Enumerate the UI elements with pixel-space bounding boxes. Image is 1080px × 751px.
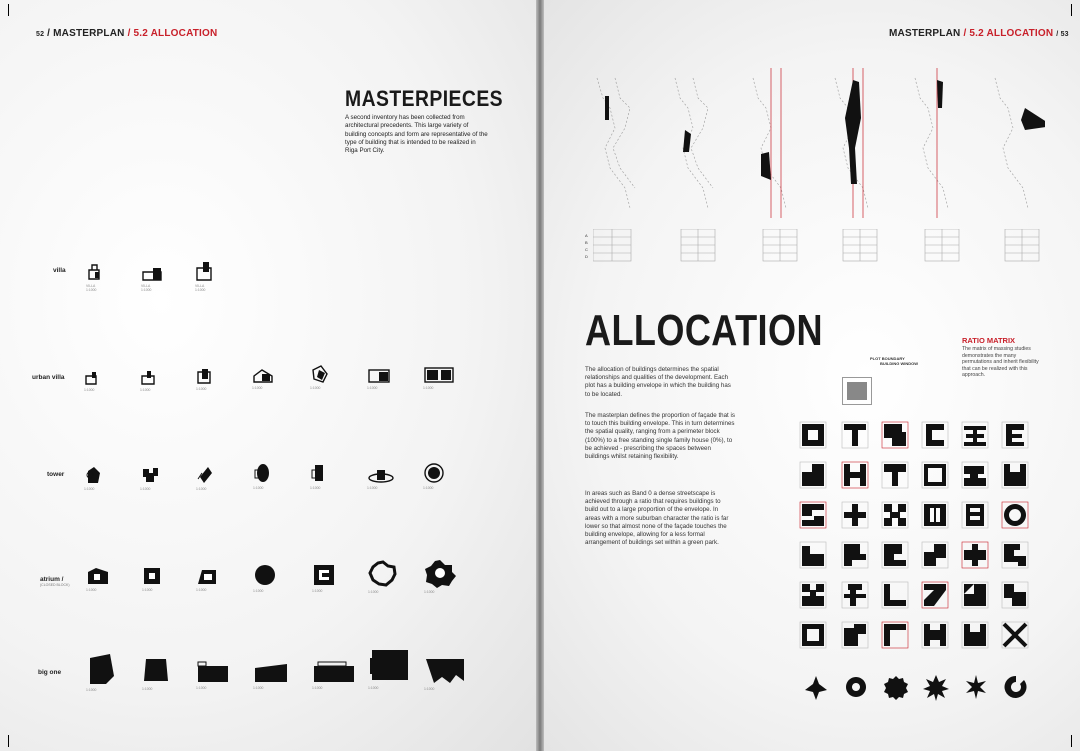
building-icon: 1:1000: [86, 652, 132, 692]
massing-study-glyph: [960, 580, 990, 610]
building-mass: [964, 466, 986, 486]
table-row-label: D: [585, 254, 588, 259]
massing-study: [960, 460, 990, 490]
massing-study-glyph: [840, 620, 870, 650]
massing-study-glyph: [1000, 580, 1030, 610]
building-icon: 1:1000: [84, 465, 130, 491]
building-mass: [884, 464, 906, 486]
massing-study: [880, 540, 910, 570]
building-mass: [924, 584, 946, 606]
page-number: / 53: [1056, 31, 1069, 38]
building-mass: [1004, 584, 1026, 606]
massing-study-glyph: [798, 620, 828, 650]
organic-massing-study: [921, 672, 951, 702]
building-mass: [844, 544, 866, 566]
building-mass: [844, 584, 866, 606]
row-label-atrium: atrium / (CLOSED BLOCK): [40, 576, 70, 587]
plot-diagram: [842, 377, 872, 405]
building-mass: [884, 584, 906, 606]
massing-study: [798, 420, 828, 450]
building-icon: VILLA 1:1000: [86, 262, 132, 292]
massing-study: [960, 620, 990, 650]
massing-study-glyph: [920, 580, 950, 610]
building-mass: [884, 544, 906, 566]
building-icon: 1:1000: [196, 465, 242, 491]
massing-study: [1000, 620, 1030, 650]
building-icon: 1:1000: [424, 655, 470, 691]
massing-study: [1000, 580, 1030, 610]
massing-study-glyph: [920, 620, 950, 650]
building-mass: [966, 675, 986, 699]
building-icon: VILLA 1:1000: [141, 264, 187, 292]
massing-study-glyph: [798, 580, 828, 610]
crop-mark: [1071, 4, 1072, 16]
organic-massing-glyph: [881, 672, 911, 702]
organic-massing-glyph: [801, 672, 831, 702]
organic-massing-study: [841, 672, 871, 702]
building-icon: 1:1000: [253, 563, 299, 593]
massing-study: [798, 460, 828, 490]
massing-study-glyph: [840, 420, 870, 450]
building-mass: [924, 504, 946, 526]
massing-study-glyph: [920, 420, 950, 450]
building-mass: [844, 624, 866, 646]
massing-study-glyph: [880, 420, 910, 450]
massing-study-glyph: [1000, 620, 1030, 650]
crop-mark: [8, 4, 9, 16]
building-icon: 1:1000: [368, 560, 414, 594]
plot-boundary-label: PLOT BOUNDARY: [870, 356, 905, 361]
building-mass: [923, 675, 949, 701]
massing-study: [880, 460, 910, 490]
massing-study-glyph: [880, 540, 910, 570]
building-icon: VILLA 1:1000: [195, 260, 241, 292]
building-icon: 1:1000: [368, 648, 414, 690]
massing-study: [880, 580, 910, 610]
building-mass: [1004, 624, 1026, 646]
building-icon: 1:1000: [253, 462, 299, 490]
building-icon: 1:1000: [423, 462, 469, 490]
massing-study-glyph: [880, 500, 910, 530]
massing-study-glyph: [960, 620, 990, 650]
building-mass: [802, 546, 824, 566]
building-mass: [964, 544, 986, 566]
massing-study-glyph: [960, 540, 990, 570]
ratio-matrix-text: The matrix of massing studies demonstrates the many permutations and inherit flexibility that can be realized with this approach.: [962, 346, 1039, 379]
massing-study: [1000, 540, 1030, 570]
building-mass: [802, 584, 824, 606]
building-icon: 1:1000: [196, 660, 242, 690]
building-mass: [924, 624, 946, 646]
massing-study-glyph: [920, 540, 950, 570]
massing-study: [1000, 460, 1030, 490]
building-mass: [1004, 544, 1026, 566]
table-row-label: C: [585, 247, 588, 252]
building-mass: [964, 584, 986, 606]
massing-study-glyph: [1000, 540, 1030, 570]
massing-study: [920, 620, 950, 650]
building-mass: [802, 624, 824, 646]
building-mass: [844, 424, 866, 446]
ratio-tables: [593, 229, 1045, 263]
building-mass: [966, 504, 984, 526]
right-page-header: [889, 28, 1069, 39]
massing-study: [840, 620, 870, 650]
building-icon: 1:1000: [312, 563, 358, 593]
crop-mark: [8, 735, 9, 747]
masterpieces-title: MASTERPIECES: [345, 86, 504, 111]
massing-study-glyph: [880, 460, 910, 490]
building-icon: 1:1000: [367, 366, 413, 390]
building-mass: [926, 424, 944, 446]
massing-study-glyph: [960, 420, 990, 450]
header-section: / MASTERPLAN: [47, 28, 125, 39]
building-window-label: BUILDING WINDOW: [880, 361, 918, 366]
massing-study: [960, 580, 990, 610]
building-icon: 1:1000: [142, 566, 188, 592]
building-mass: [802, 464, 824, 486]
massing-study-glyph: [1000, 500, 1030, 530]
building-window: [847, 382, 867, 400]
building-mass: [884, 676, 908, 700]
building-icon: 1:1000: [142, 655, 188, 691]
plot-labels: [870, 356, 918, 366]
massing-study-glyph: [798, 420, 828, 450]
massing-study-glyph: [920, 460, 950, 490]
organic-massing-glyph: [1001, 672, 1031, 702]
masterpieces-intro: A second inventory has been collected from architectural precedents. This large variety of building concepts and form are representative of the type of building that is intended to be realized in Riga Port City.: [345, 114, 488, 155]
row-label-big-one: big one: [38, 669, 62, 676]
massing-study-glyph: [880, 580, 910, 610]
massing-study: [798, 540, 828, 570]
organic-massing-study: [961, 672, 991, 702]
building-mass: [1004, 464, 1026, 486]
building-mass: [1006, 424, 1024, 446]
building-icon: 1:1000: [84, 370, 130, 392]
massing-study: [920, 460, 950, 490]
building-mass: [924, 464, 946, 486]
building-mass: [924, 544, 946, 566]
ratio-matrix-title: RATIO MATRIX: [962, 336, 1016, 345]
page-number: 52: [36, 31, 45, 38]
building-mass: [802, 424, 824, 446]
massing-study: [880, 500, 910, 530]
building-icon: 1:1000: [196, 566, 242, 592]
massing-study-glyph: [960, 460, 990, 490]
massing-study: [840, 500, 870, 530]
massing-study: [960, 420, 990, 450]
row-label-villa: villa: [53, 267, 66, 274]
allocation-paragraph-3: In areas such as Band 0 a dense streetscape is achieved through a ratio that requires buildings to build out to a large proportion of the envelope. In areas with a more suburban character the ratio is far lower so that almost none of the façade touches the building envelope, allowing for a less formal arrangement of buildings set within a green park.: [585, 490, 729, 547]
massing-study-glyph: [798, 460, 828, 490]
building-icon: 1:1000: [310, 364, 356, 390]
massing-study: [1000, 420, 1030, 450]
allocation-paragraph-2: The masterplan defines the proportion of façade that is to touch this building envelope. This in turn determines the spatial quality, ranging from a perimeter block (100%) to a free standing single family house (0%), to be achieved - prescribing the spaces between buildings whilst retaining flexibility.: [585, 412, 735, 461]
organic-massing-glyph: [921, 672, 951, 702]
organic-massing-glyph: [841, 672, 871, 702]
book-gutter: [536, 0, 544, 751]
building-mass: [964, 426, 986, 446]
massing-study: [798, 580, 828, 610]
organic-massing-study: [801, 672, 831, 702]
allocation-title: ALLOCATION: [585, 306, 823, 355]
building-icon: 1:1000: [86, 566, 132, 592]
left-page: [0, 0, 536, 751]
plot-plan-diagrams: [585, 68, 1045, 218]
massing-study: [920, 540, 950, 570]
massing-study-glyph: [920, 500, 950, 530]
building-mass: [884, 504, 906, 526]
massing-study-glyph: [798, 540, 828, 570]
building-mass: [846, 677, 866, 697]
massing-study-glyph: [840, 540, 870, 570]
massing-study: [880, 420, 910, 450]
massing-study-glyph: [798, 500, 828, 530]
massing-study: [880, 620, 910, 650]
massing-study: [798, 500, 828, 530]
massing-study-glyph: [840, 580, 870, 610]
building-icon: 1:1000: [423, 366, 469, 390]
table-row-label: B: [585, 240, 588, 245]
massing-study: [840, 580, 870, 610]
row-label-urban-villa: urban villa: [32, 374, 65, 381]
massing-study: [920, 420, 950, 450]
table-row-label: A: [585, 233, 588, 238]
building-icon: 1:1000: [253, 662, 299, 690]
building-icon: 1:1000: [252, 368, 298, 390]
building-icon: 1:1000: [424, 558, 470, 594]
header-subsection: / 5.2 ALLOCATION: [963, 28, 1054, 39]
organic-massing-study: [1001, 672, 1031, 702]
massing-study: [1000, 500, 1030, 530]
massing-study: [798, 620, 828, 650]
header-section: MASTERPLAN: [889, 28, 961, 39]
building-mass: [844, 504, 866, 526]
building-icon: 1:1000: [367, 468, 413, 490]
organic-massing-study: [881, 672, 911, 702]
massing-study-glyph: [840, 500, 870, 530]
crop-mark: [1071, 735, 1072, 747]
massing-study: [840, 540, 870, 570]
massing-study: [840, 460, 870, 490]
allocation-paragraph-1: The allocation of buildings determines the spatial relationships and qualities of the development. Each plot has a building envelope in which the building has to be located.: [585, 366, 731, 398]
building-mass: [805, 676, 827, 700]
building-mass: [884, 624, 906, 646]
building-icon: 1:1000: [310, 462, 356, 490]
left-page-header: [36, 28, 217, 39]
massing-study: [920, 500, 950, 530]
building-icon: 1:1000: [140, 370, 186, 392]
building-icon: 1:1000: [140, 465, 186, 491]
building-mass: [1005, 676, 1027, 698]
building-mass: [844, 464, 866, 486]
massing-study: [960, 500, 990, 530]
massing-study: [960, 540, 990, 570]
header-subsection: / 5.2 ALLOCATION: [127, 28, 218, 39]
building-icon: 1:1000: [196, 367, 242, 391]
massing-study: [920, 580, 950, 610]
massing-study-glyph: [1000, 420, 1030, 450]
massing-study-glyph: [880, 620, 910, 650]
massing-study-glyph: [840, 460, 870, 490]
massing-study-glyph: [960, 500, 990, 530]
row-label-tower: tower: [47, 471, 65, 478]
building-mass: [802, 504, 824, 526]
building-mass: [1004, 504, 1026, 526]
massing-study: [840, 420, 870, 450]
building-mass: [884, 424, 906, 446]
building-icon: 1:1000: [312, 660, 358, 690]
massing-study-glyph: [1000, 460, 1030, 490]
building-mass: [964, 624, 986, 646]
organic-massing-glyph: [961, 672, 991, 702]
